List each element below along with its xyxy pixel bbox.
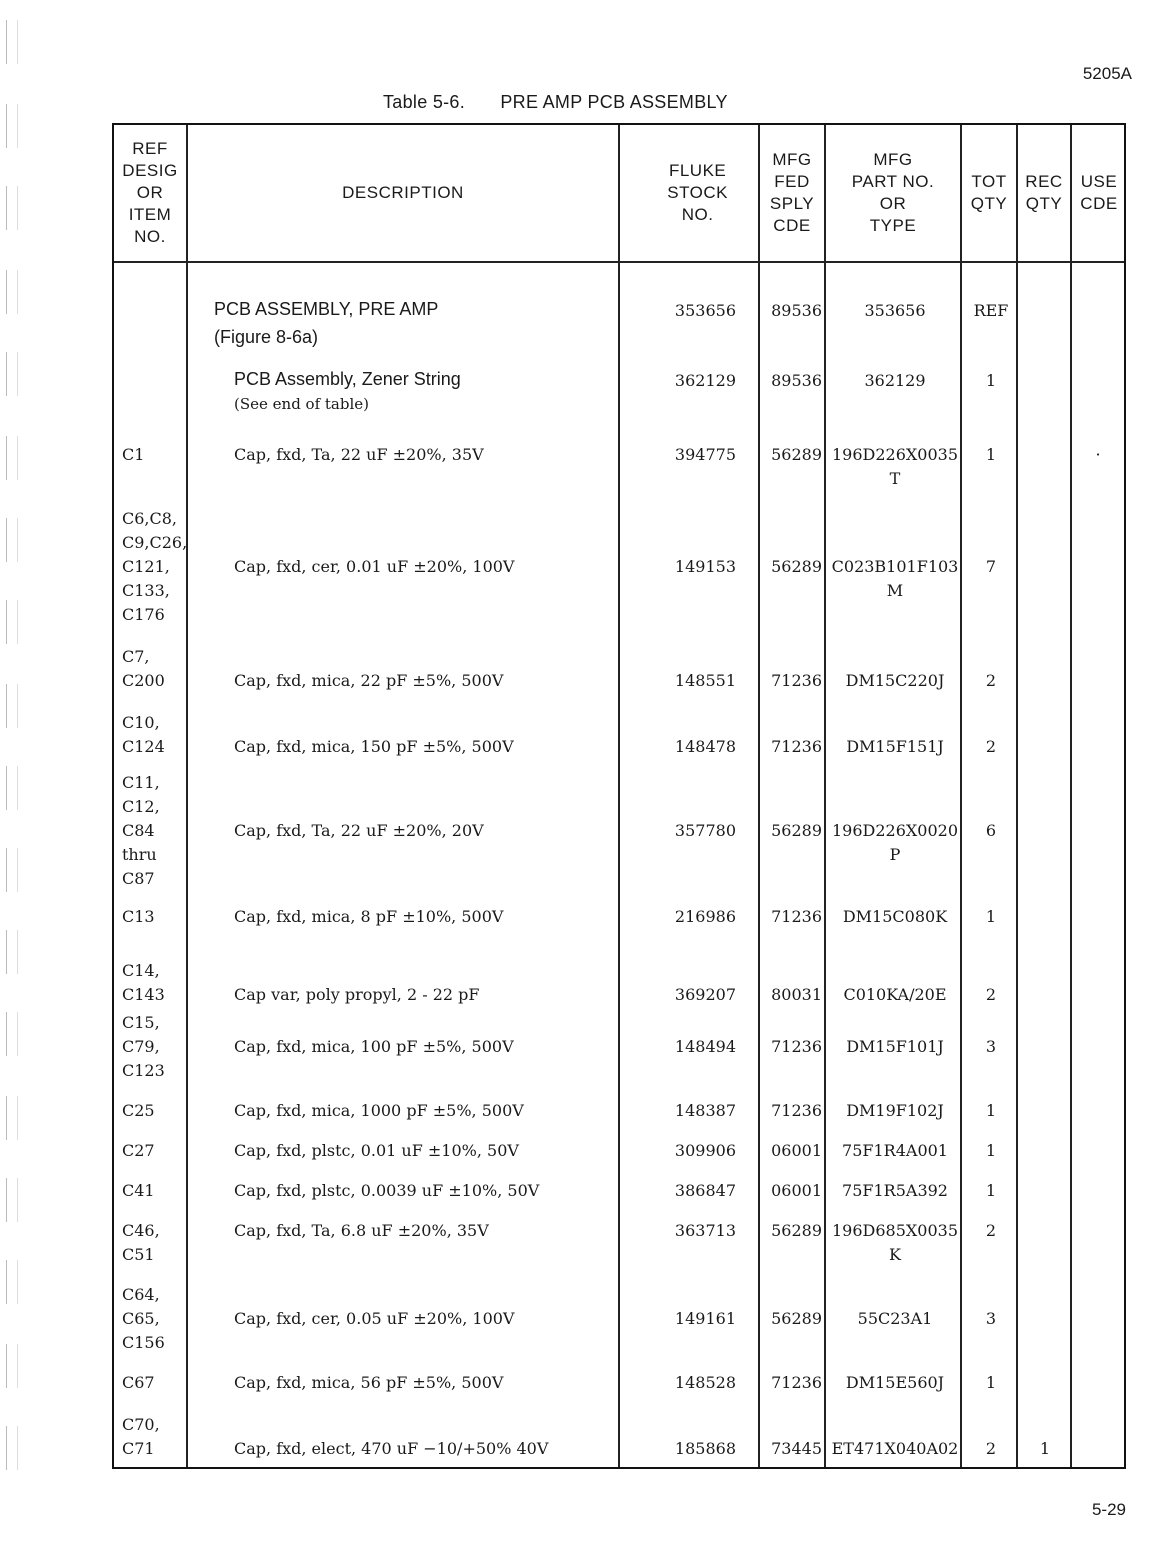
cell-tot: 2 (985, 671, 997, 690)
cell-ref: C46, C51 (122, 1221, 160, 1264)
cell-stock: 148551 (674, 671, 736, 690)
cell-fed: 71236 (771, 907, 822, 926)
cell-desc: Cap, fxd, Ta, 6.8 uF ±20%, 35V (234, 1221, 489, 1240)
cell-stock: 148478 (674, 737, 736, 756)
cell-tot: 2 (985, 1439, 997, 1458)
cell-tot: 7 (985, 557, 997, 576)
cell-fed: 71236 (771, 671, 822, 690)
cell-desc: Cap, fxd, Ta, 22 uF ±20%, 20V (234, 821, 484, 840)
cell-tot: 1 (985, 445, 997, 464)
cell-ref: C41 (122, 1181, 155, 1200)
cell-desc: Cap var, poly propyl, 2 - 22 pF (234, 985, 480, 1004)
header-tot-qty: TOT QTY (970, 172, 1008, 213)
cell-desc: Cap, fxd, plstc, 0.01 uF ±10%, 50V (234, 1141, 519, 1160)
table-label: Table 5-6. (383, 92, 466, 112)
parts-table (112, 123, 1126, 1469)
cell-desc: Cap, fxd, elect, 470 uF −10/+50% 40V (234, 1439, 549, 1458)
cell-ref: C10, C124 (122, 713, 165, 756)
cell-part: C023B101F103 M (831, 557, 959, 600)
cell-stock: 149153 (674, 557, 736, 576)
cell-stock: 394775 (674, 445, 736, 464)
cell-tot: 1 (985, 907, 997, 926)
cell-desc: Cap, fxd, mica, 1000 pF ±5%, 500V (234, 1101, 524, 1120)
cell-tot: REF (973, 301, 1009, 320)
cell-part: C010KA/20E (843, 985, 947, 1004)
cell-stock: 357780 (674, 821, 736, 840)
cell-desc: PCB Assembly, Zener String (234, 369, 461, 389)
header-description: DESCRIPTION (342, 183, 464, 202)
cell-stock: 149161 (674, 1309, 736, 1328)
cell-stock: 386847 (674, 1181, 736, 1200)
cell-desc: PCB ASSEMBLY, PRE AMP (Figure 8-6a) (214, 299, 439, 347)
header-rec-qty: REC QTY (1025, 172, 1063, 213)
header-part-no: MFG PART NO. OR TYPE (851, 150, 935, 235)
cell-fed: 56289 (771, 1309, 822, 1328)
cell-fed: 73445 (771, 1439, 822, 1458)
cell-part: DM15F151J (846, 737, 944, 756)
cell-desc: Cap, fxd, mica, 150 pF ±5%, 500V (234, 737, 514, 756)
cell-part: DM19F102J (846, 1101, 944, 1120)
cell-fed: 71236 (771, 1037, 822, 1056)
cell-note: (See end of table) (234, 395, 370, 413)
cell-fed: 71236 (771, 1373, 822, 1392)
cell-tot: 1 (985, 1141, 997, 1160)
document-number: 5205A (1082, 64, 1132, 83)
cell-part: DM15C080K (842, 907, 948, 926)
cell-part: 362129 (864, 371, 926, 390)
cell-desc: Cap, fxd, cer, 0.05 uF ±20%, 100V (234, 1309, 515, 1328)
cell-fed: 56289 (771, 445, 822, 464)
cell-fed: 71236 (771, 1101, 822, 1120)
cell-part: 196D226X0035 T (831, 445, 958, 488)
cell-fed: 71236 (771, 737, 822, 756)
cell-part: 55C23A1 (857, 1309, 933, 1328)
header-use-code: USE CDE (1080, 172, 1118, 213)
header-fed-code: MFG FED SPLY CDE (769, 150, 815, 235)
cell-stock: 148528 (674, 1373, 736, 1392)
cell-fed: 56289 (771, 821, 822, 840)
table-title (383, 92, 728, 113)
cell-ref: C27 (122, 1141, 155, 1160)
cell-desc: Cap, fxd, mica, 22 pF ±5%, 500V (234, 671, 504, 690)
cell-desc: Cap, fxd, plstc, 0.0039 uF ±10%, 50V (234, 1181, 540, 1200)
cell-tot: 1 (985, 1373, 997, 1392)
cell-ref: C25 (122, 1101, 155, 1120)
cell-stock: 185868 (674, 1439, 736, 1458)
cell-tot: 6 (985, 821, 997, 840)
binder-edge (0, 0, 26, 1544)
cell-tot: 2 (985, 1221, 997, 1240)
cell-stock: 216986 (674, 907, 736, 926)
cell-tot: 1 (985, 1181, 997, 1200)
cell-fed: 56289 (771, 557, 822, 576)
cell-part: DM15C220J (845, 671, 945, 690)
cell-tot: 3 (985, 1037, 997, 1056)
table-title-text: PRE AMP PCB ASSEMBLY (500, 92, 728, 112)
cell-part: 196D685X0035 K (831, 1221, 958, 1264)
cell-stock: 362129 (674, 371, 736, 390)
cell-part: 75F1R4A001 (842, 1141, 948, 1160)
cell-stock: 353656 (674, 301, 736, 320)
cell-desc: Cap, fxd, mica, 8 pF ±10%, 500V (234, 907, 504, 926)
cell-fed: 06001 (771, 1181, 822, 1200)
cell-tot: 1 (985, 371, 997, 390)
cell-fed: 89536 (771, 371, 822, 390)
cell-ref: C64, C65, C156 (122, 1285, 165, 1352)
cell-stock: 148494 (674, 1037, 736, 1056)
cell-ref: C70, C71 (122, 1415, 160, 1458)
cell-ref: C11, C12, C84 thru C87 (122, 773, 160, 888)
cell-fed: 80031 (771, 985, 822, 1004)
cell-part: DM15F101J (846, 1037, 944, 1056)
cell-stock: 309906 (674, 1141, 736, 1160)
cell-tot: 3 (985, 1309, 997, 1328)
cell-desc: Cap, fxd, Ta, 22 uF ±20%, 35V (234, 445, 484, 464)
cell-desc: Cap, fxd, mica, 100 pF ±5%, 500V (234, 1037, 514, 1056)
cell-part: 353656 (864, 301, 926, 320)
cell-tot: 2 (985, 737, 997, 756)
cell-part: DM15E560J (845, 1373, 945, 1392)
cell-stock: 148387 (674, 1101, 736, 1120)
cell-part: 75F1R5A392 (842, 1181, 948, 1200)
cell-ref: C13 (122, 907, 155, 926)
cell-part: ET471X040A02 (831, 1439, 959, 1458)
cell-tot: 1 (985, 1101, 997, 1120)
cell-ref: C7, C200 (122, 647, 165, 690)
cell-tot: 2 (985, 985, 997, 1004)
cell-ref: C67 (122, 1373, 155, 1392)
cell-use: · (1095, 445, 1101, 464)
cell-fed: 06001 (771, 1141, 822, 1160)
header-stock: FLUKE STOCK NO. (667, 161, 728, 224)
cell-desc: Cap, fxd, cer, 0.01 uF ±20%, 100V (234, 557, 515, 576)
header-ref: REF DESIG OR ITEM NO. (122, 139, 178, 246)
cell-fed: 89536 (771, 301, 822, 320)
cell-ref: C1 (122, 445, 145, 464)
cell-rec: 1 (1039, 1439, 1051, 1458)
cell-ref: C15, C79, C123 (122, 1013, 165, 1080)
page-number: 5-29 (1091, 1500, 1126, 1519)
cell-part: 196D226X0020 P (831, 821, 958, 864)
cell-stock: 369207 (674, 985, 736, 1004)
cell-stock: 363713 (674, 1221, 736, 1240)
cell-desc: Cap, fxd, mica, 56 pF ±5%, 500V (234, 1373, 504, 1392)
cell-ref: C6,C8, C9,C26, C121, C133, C176 (122, 509, 188, 624)
cell-ref: C14, C143 (122, 961, 165, 1004)
cell-fed: 56289 (771, 1221, 822, 1240)
